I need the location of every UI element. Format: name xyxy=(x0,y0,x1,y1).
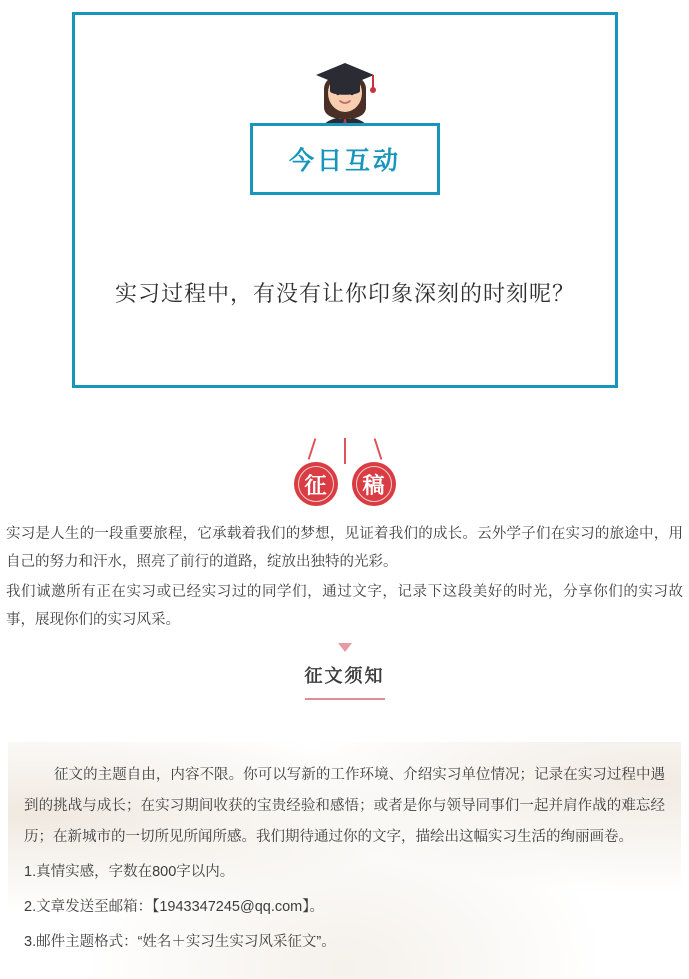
stamp-char-2: 稿 xyxy=(352,462,396,506)
interaction-question: 实习过程中，有没有让你印象深刻的时刻呢？ xyxy=(114,281,575,306)
notice-main-paragraph: 征文的主题自由，内容不限。你可以写新的工作环境、介绍实习单位情况；记录在实习过程中遇到的挑战与成长；在实习期间收获的宝贵经验和感悟；或者是你与领导同事们一起并肩作战的难忘经历；在新城市的一切所见所闻所感。我们期待通过你的文字，描绘出这幅实习生活的绚丽画卷。 xyxy=(24,767,665,845)
notice-item-1: 1.真情实感，字数在800字以内。 xyxy=(24,864,235,880)
submission-stamp-area xyxy=(0,436,689,514)
ray-right xyxy=(373,438,382,460)
intro-paragraph-1: 实习是人生的一段重要旅程，它承载着我们的梦想，见证着我们的成长。云外学子们在实习的旅途中，用自己的努力和汗水，照亮了前行的道路，绽放出独特的光彩。 xyxy=(6,526,683,570)
notice-body xyxy=(8,742,681,979)
notice-item-2: 2.文章发送至邮箱：【1943347245@qq.com】。 xyxy=(24,899,325,915)
intro-text xyxy=(6,520,683,636)
stamp-row xyxy=(294,462,396,506)
ray-left xyxy=(307,438,316,460)
today-interaction-card xyxy=(72,12,618,388)
notice-heading-block xyxy=(0,643,689,700)
intro-paragraph-2: 我们诚邀所有正在实习或已经实习过的同学们，通过文字，记录下这段美好的时光，分享你们的实习故事，展现你们的实习风采。 xyxy=(6,584,683,628)
stamp-rays-icon xyxy=(285,436,405,464)
ray-center xyxy=(344,438,346,464)
notice-heading: 征文须知 xyxy=(305,662,385,700)
today-interaction-title-box xyxy=(250,123,440,195)
today-interaction-title: 今日互动 xyxy=(288,147,401,175)
stamp-char-1: 征 xyxy=(294,462,338,506)
triangle-down-icon xyxy=(338,643,352,652)
notice-item-3: 3.邮件主题格式：“姓名＋实习生实习风采征文”。 xyxy=(24,934,336,950)
